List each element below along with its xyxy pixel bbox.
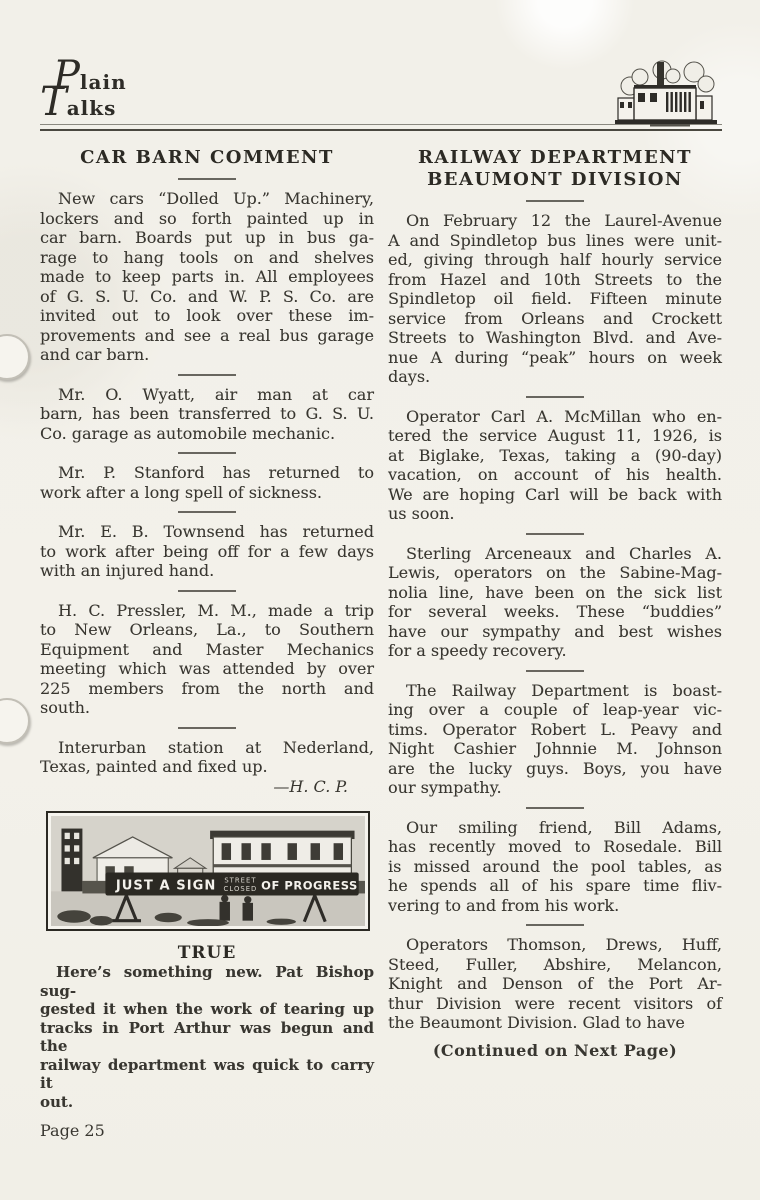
- text-line: Mr. O. Wyatt, air man at car: [58, 384, 374, 404]
- car-barn-headline: CAR BARN COMMENT: [80, 147, 334, 168]
- text-line: he spends all of his spare time fliv-: [388, 876, 722, 895]
- article-paragraph: [388, 211, 722, 387]
- article-paragraph: [40, 463, 374, 502]
- text-line: Night Cashier Johnnie M. Johnson: [388, 739, 722, 758]
- right-column: [388, 143, 722, 1140]
- article-paragraph: [40, 385, 374, 444]
- text-line: us soon.: [388, 504, 455, 523]
- continued-notice: (Continued on Next Page): [432, 1040, 678, 1060]
- text-line: with an injured hand.: [40, 561, 215, 580]
- text-line: lockers and so forth painted up in: [40, 208, 374, 228]
- text-line: Sterling Arceneaux and Charles A.: [406, 543, 722, 563]
- sign-text-closed: CLOSED: [223, 884, 258, 893]
- text-line: to New Orleans, La., to Southern: [40, 620, 374, 639]
- text-line: to work after being off for a few days: [40, 541, 374, 561]
- section-divider: [178, 374, 236, 376]
- text-line: ing over a couple of leap-year vic-: [388, 700, 722, 719]
- text-line: are the lucky guys. Boys, you have: [388, 758, 722, 778]
- text-line: Interurban station at Nederland,: [58, 737, 374, 757]
- article-signature: —H. C. P.: [273, 776, 348, 796]
- text-line: Co. garage as automobile mechanic.: [40, 423, 336, 443]
- railway-headline-line2: BEAUMONT DIVISION: [427, 169, 683, 190]
- text-line: Lewis, operators on the Sabine-Mag-: [388, 563, 722, 582]
- car-barn-articles: [40, 178, 374, 777]
- section-divider: [178, 727, 236, 729]
- text-line: the Beaumont Division. Glad to have: [388, 1013, 685, 1032]
- article-paragraph: [40, 522, 374, 581]
- text-line: tims. Operator Robert L. Peavy and: [388, 719, 722, 739]
- photo-caption: [40, 963, 374, 1111]
- article-paragraph: [388, 818, 722, 916]
- article-paragraph: [40, 189, 374, 365]
- text-line: ed, giving through half hourly service: [388, 250, 722, 269]
- text-line: have our sympathy and best wishes: [388, 621, 722, 641]
- text-line: has recently moved to Rosedale. Bill: [388, 837, 722, 856]
- text-line: from Hazel and 10th Streets to the: [388, 269, 722, 289]
- text-line: made to keep parts in. All employees: [40, 267, 374, 286]
- text-line: railway department was quick to carry it: [40, 1055, 374, 1093]
- text-line: nolia line, have been on the sick list: [388, 582, 722, 602]
- section-divider: [178, 452, 236, 454]
- text-line: Equipment and Master Mechanics: [40, 639, 374, 659]
- sign-text-right: OF PROGRESS: [261, 877, 358, 892]
- text-line: for a speedy recovery.: [388, 641, 567, 660]
- masthead-word-plain: Plain: [53, 53, 127, 99]
- article-paragraph: [388, 544, 722, 661]
- section-divider: [526, 807, 584, 809]
- sign-text-street: STREET: [224, 875, 257, 884]
- text-line: south.: [40, 698, 90, 717]
- page-number: Page 25: [40, 1121, 105, 1141]
- text-line: car barn. Boards put up in bus ga-: [40, 228, 374, 247]
- text-line: work after a long spell of sickness.: [40, 482, 323, 502]
- text-line: our sympathy.: [388, 778, 502, 797]
- caption-title: TRUE: [177, 943, 237, 964]
- text-line: is missed around the pool tables, as: [388, 856, 722, 876]
- text-line: days.: [388, 367, 431, 386]
- text-line: and car barn.: [40, 345, 150, 364]
- text-line: We are hoping Carl will be back with: [388, 484, 722, 504]
- text-line: Our smiling friend, Bill Adams,: [406, 817, 722, 837]
- railway-articles: [388, 200, 722, 1033]
- section-divider: [526, 670, 584, 672]
- text-line: Mr. P. Stanford has returned to: [58, 463, 374, 482]
- street-closed-photo: [46, 811, 370, 932]
- text-line: service from Orleans and Crockett: [388, 308, 722, 328]
- section-divider: [178, 590, 236, 592]
- text-line: H. C. Pressler, M. M., made a trip: [58, 600, 374, 620]
- article-paragraph: [388, 407, 722, 524]
- text-line: barn, has been transferred to G. S. U.: [40, 404, 374, 423]
- text-line: tered the service August 11, 1926, is: [388, 426, 722, 445]
- text-line: Steed, Fuller, Abshire, Melancon,: [388, 954, 722, 974]
- article-paragraph: [388, 935, 722, 1033]
- text-line: invited out to look over these im-: [40, 306, 374, 325]
- text-line: Streets to Washington Blvd. and Ave-: [388, 328, 722, 347]
- text-line: On February 12 the Laurel-Avenue: [406, 211, 722, 230]
- plain-talks-masthead: [40, 53, 127, 125]
- sign-text-left: JUST A SIGN: [115, 877, 217, 893]
- text-line: provements and see a real bus garage: [40, 325, 374, 345]
- article-paragraph: [388, 681, 722, 798]
- text-line: A and Spindletop bus lines were unit-: [388, 230, 722, 250]
- text-line: The Railway Department is boast-: [406, 680, 722, 700]
- text-line: thur Division were recent visitors of: [388, 993, 722, 1013]
- two-column-body: [40, 143, 722, 1140]
- text-line: meeting which was attended by over: [40, 659, 374, 678]
- text-line: Mr. E. B. Townsend has returned: [58, 522, 374, 541]
- text-line: vering to and from his work.: [388, 895, 620, 915]
- text-line: of G. S. U. Co. and W. P. S. Co. are: [40, 286, 374, 306]
- text-line: Knight and Denson of the Port Ar-: [388, 974, 722, 993]
- text-line: nue A during “peak” hours on week: [388, 347, 722, 367]
- section-divider: [526, 533, 584, 535]
- masthead-word-talks: Talks: [40, 79, 117, 125]
- railway-headline: [388, 147, 722, 191]
- railway-headline-line1: RAILWAY DEPARTMENT: [417, 147, 693, 168]
- text-line: Texas, painted and fixed up.: [40, 757, 268, 776]
- section-divider: [526, 924, 584, 926]
- text-line: vacation, on account of his health.: [388, 465, 722, 484]
- left-column: [40, 143, 374, 1140]
- section-divider: [178, 178, 236, 180]
- text-line: Operator Carl A. McMillan who en-: [406, 406, 722, 426]
- power-station-illustration: [610, 58, 722, 128]
- text-line: gested it when the work of tearing up: [40, 1000, 374, 1019]
- page-header: [40, 53, 722, 128]
- text-line: Spindletop oil field. Fifteen minute: [388, 289, 722, 308]
- section-divider: [178, 511, 236, 513]
- text-line: Here’s something new. Pat Bishop sug-: [40, 963, 374, 1000]
- section-divider: [526, 200, 584, 202]
- text-line: tracks in Port Arthur was begun and the: [40, 1018, 374, 1056]
- photo-illustration: [51, 816, 365, 927]
- text-line: rage to hang tools on and shelves: [40, 247, 374, 267]
- article-paragraph: [40, 738, 374, 777]
- text-line: 225 members from the north and: [40, 678, 374, 698]
- section-divider: [526, 396, 584, 398]
- text-line: out.: [40, 1092, 74, 1111]
- text-line: at Biglake, Texas, taking a (90-day): [388, 445, 722, 465]
- text-line: Operators Thomson, Drews, Huff,: [406, 935, 722, 954]
- text-line: New cars “Dolled Up.” Machinery,: [58, 189, 374, 208]
- article-paragraph: [40, 601, 374, 718]
- text-line: for several weeks. These “buddies”: [388, 602, 722, 621]
